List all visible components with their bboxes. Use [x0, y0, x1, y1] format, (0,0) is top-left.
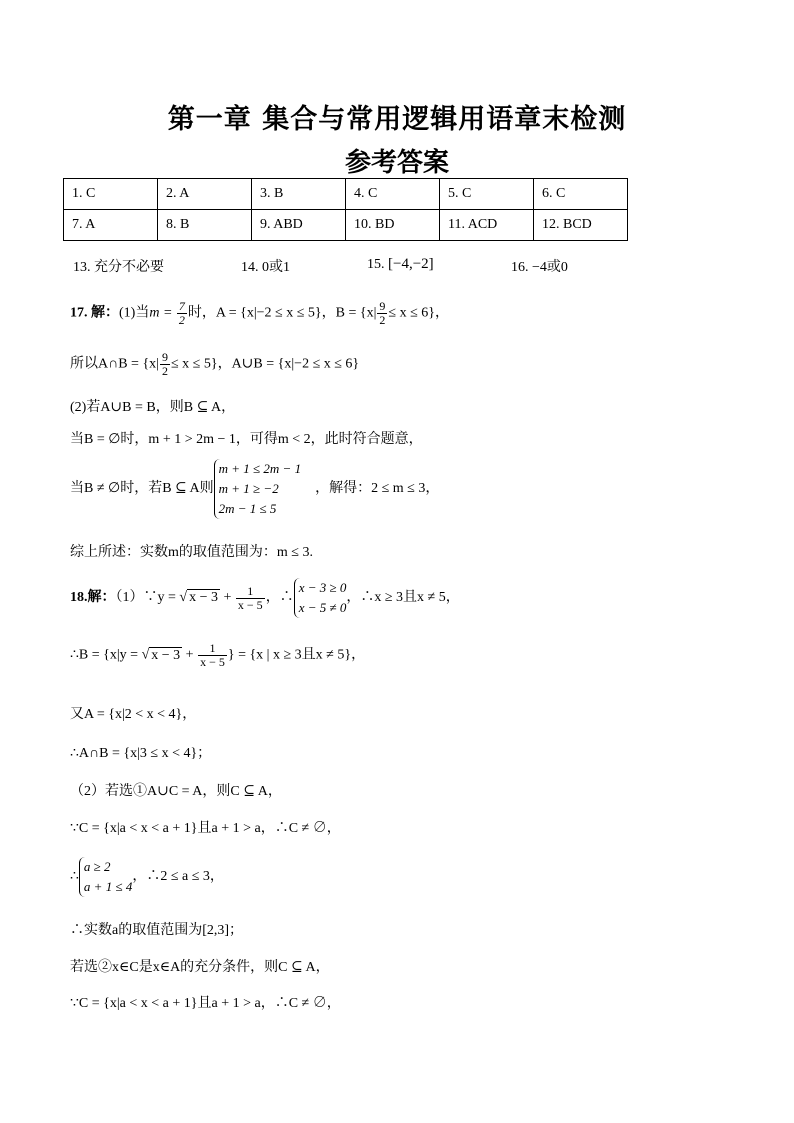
q17-line-4: 当B = ∅时，m + 1 > 2m − 1，可得m < 2，此时符合题意， — [70, 432, 423, 447]
q17-line-6: 综上所述：实数m的取值范围为：m ≤ 3. — [70, 545, 313, 560]
q18-line-3: 又A = {x|2 < x < 4}， — [70, 707, 197, 722]
q17-line-1 — [70, 300, 449, 327]
q17-text: (1)当 — [119, 305, 150, 321]
numerator: 1 — [198, 642, 227, 656]
system-row: a + 1 ≤ 4 — [83, 879, 133, 894]
system-row: m + 1 ≥ −2 — [218, 481, 279, 496]
answer-cell: 3. B — [252, 179, 346, 210]
q17-text: ≤ x ≤ 6}， — [388, 305, 449, 321]
answer-13: 13. 充分不必要 — [73, 260, 164, 275]
answer-cell: 2. A — [158, 179, 252, 210]
answer-cell: 8. B — [158, 210, 252, 241]
q17-head: 17. 解： — [70, 305, 119, 321]
q18-text: ∴B = {x|y = — [70, 647, 142, 663]
inequality-system — [79, 857, 132, 897]
fraction — [236, 585, 265, 612]
denominator: 2 — [161, 364, 168, 378]
q18-line-1: 18.解：（1）∵y = √ x − 3 + $\frac{1}{x - 5}$ ，∴ x − 3 ≥ 0 x − 5 ≠ 0 ，∴x ≥ 3且x ≠ 5， — [70, 578, 460, 618]
numerator: 9 — [161, 350, 168, 364]
system-row: m + 1 ≤ 2m − 1 — [218, 461, 302, 476]
answer-cell: 10. BD — [346, 210, 440, 241]
numerator: 1 — [236, 585, 265, 599]
denominator: 2 — [178, 313, 185, 327]
numerator: 7 — [178, 299, 185, 313]
q17-text: 当B ≠ ∅时，若B ⊆ A则 — [70, 481, 214, 497]
q17-text: 时，A = {x|−2 ≤ x ≤ 5}，B = {x| — [187, 305, 377, 321]
answer-14: 14. 0或1 — [241, 260, 290, 275]
q17-text: 所以A∩B = {x| — [70, 356, 159, 372]
answer-cell: 1. C — [64, 179, 158, 210]
document-subtitle: 参考答案 — [344, 148, 449, 178]
system-row: a ≥ 2 — [83, 859, 111, 874]
answer-cell: 5. C — [440, 179, 534, 210]
answer-cell: 4. C — [346, 179, 440, 210]
q18-text: ，∴2 ≤ a ≤ 3， — [132, 869, 224, 885]
q18-line-6: ∵C = {x|a < x < a + 1}且a + 1 > a，∴C ≠ ∅， — [70, 821, 341, 836]
sqrt-radicand: x − 3 — [151, 647, 181, 663]
q18-text: } = {x | x ≥ 3且x ≠ 5}， — [227, 647, 366, 663]
answer-16: 16. −4或0 — [511, 260, 568, 275]
q18-head: 18.解： — [70, 590, 116, 606]
answer-15-label: 15. — [367, 257, 385, 272]
fraction — [160, 351, 170, 378]
table-row — [64, 210, 628, 241]
system-row: 2m − 1 ≤ 5 — [218, 501, 277, 516]
q18-text: （1）∵y = — [115, 590, 180, 606]
system-row: x − 5 ≠ 0 — [298, 600, 347, 615]
q17-text: ≤ x ≤ 5}，A∪B = {x|−2 ≤ x ≤ 6} — [170, 356, 360, 372]
answer-15 — [367, 256, 434, 273]
denominator: x − 5 — [200, 655, 225, 669]
answer-cell: 7. A — [64, 210, 158, 241]
q17-line-3: (2)若A∪B = B，则B ⊆ A， — [70, 400, 236, 415]
q18-line-5: （2）若选①A∪C = A，则C ⊆ A， — [70, 784, 282, 799]
answer-cell: 11. ACD — [440, 210, 534, 241]
inequality-system — [214, 459, 301, 519]
sqrt-radicand: x − 3 — [189, 590, 218, 606]
q17-line-5 — [70, 459, 439, 519]
table-row — [64, 179, 628, 210]
answer-cell: 12. BCD — [534, 210, 628, 241]
q18-text: ∴x ≥ 3且x ≠ 5， — [360, 590, 460, 606]
answer-cell: 6. C — [534, 179, 628, 210]
fraction — [177, 300, 187, 327]
answer-15-value: [−4,−2] — [388, 256, 434, 272]
q18-line-9: 若选②x∈C是x∈A的充分条件，则C ⊆ A， — [70, 960, 330, 975]
answer-table — [63, 178, 628, 241]
system-row: x − 3 ≥ 0 — [298, 580, 347, 595]
fraction — [377, 300, 387, 327]
denominator: x − 5 — [237, 597, 263, 612]
q17-text: ，解得：2 ≤ m ≤ 3， — [315, 481, 440, 497]
answer-cell: 9. ABD — [252, 210, 346, 241]
q18-line-2: ∴B = {x|y = √ x − 3 + $\frac{1}{x - 5}$ } = {x | x ≥ 3且x ≠ 5}， — [70, 641, 366, 669]
q18-line-8: ∴实数a的取值范围为[2,3]； — [70, 923, 244, 938]
q18-line-4: ∴A∩B = {x|3 ≤ x < 4}； — [70, 746, 212, 761]
q17-text: m = — [149, 305, 176, 321]
denominator: 2 — [379, 313, 386, 327]
fraction — [198, 642, 227, 669]
q17-line-2 — [70, 351, 359, 378]
document-title: 第一章 集合与常用逻辑用语章末检测 — [167, 104, 627, 135]
inequality-system — [294, 578, 347, 618]
numerator: 9 — [379, 299, 386, 313]
q18-line-10: ∵C = {x|a < x < a + 1}且a + 1 > a，∴C ≠ ∅， — [70, 996, 341, 1011]
q18-line-7: ∴ a ≥ 2 a + 1 ≤ 4 ，∴2 ≤ a ≤ 3， — [70, 857, 224, 897]
